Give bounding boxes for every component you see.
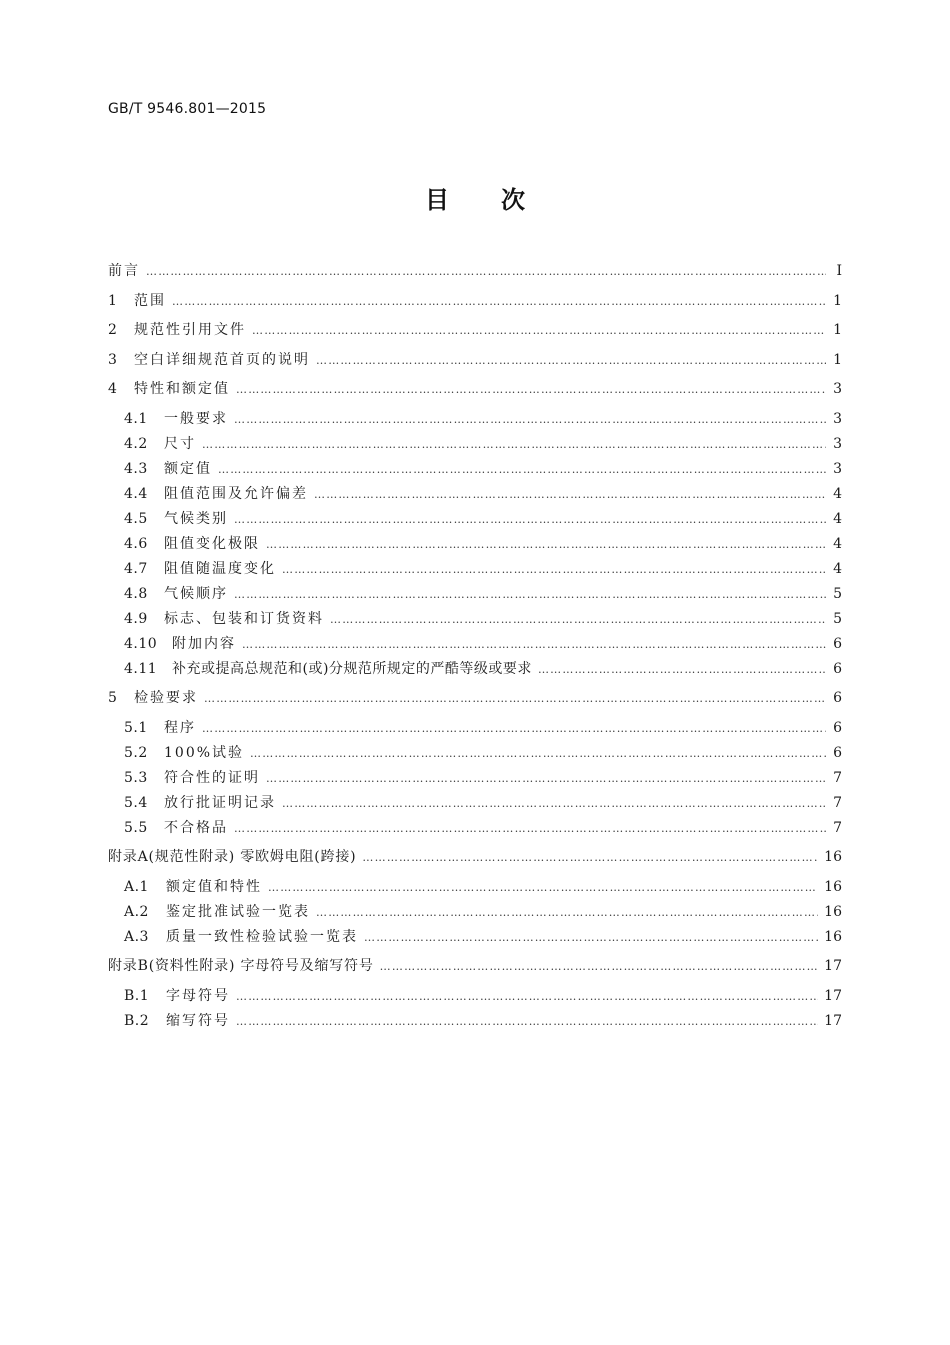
toc-entry-text: 阻值范围及允许偏差 bbox=[164, 486, 308, 502]
toc-entry-section-5-4[interactable] bbox=[124, 794, 842, 812]
toc-entry-number: 4.10 bbox=[124, 636, 158, 652]
toc-entry-text: 额定值 bbox=[164, 461, 212, 477]
toc-entry-number: 5.4 bbox=[124, 795, 148, 811]
toc-entry-text: 气候类别 bbox=[164, 511, 228, 527]
toc-title: 目次 bbox=[425, 186, 577, 214]
toc-entry-number: 4.8 bbox=[124, 586, 148, 602]
toc-entry-text: 鉴定批准试验一览表 bbox=[166, 904, 310, 920]
toc-leader-dots bbox=[316, 904, 818, 922]
toc-page-number: 5 bbox=[833, 586, 842, 602]
toc-entry-number: 5.5 bbox=[124, 820, 148, 836]
toc-leader-dots bbox=[234, 820, 826, 838]
toc-page-number: Ⅰ bbox=[836, 263, 842, 279]
toc-entry-appendix-a[interactable] bbox=[108, 848, 842, 866]
toc-leader-dots bbox=[380, 958, 819, 976]
toc-entry-text: 额定值和特性 bbox=[166, 879, 262, 895]
toc-entry-appendix-a-2[interactable] bbox=[124, 903, 842, 921]
toc-leader-dots bbox=[242, 636, 826, 654]
toc-entry-number: 5.1 bbox=[124, 720, 148, 736]
toc-page-number: 7 bbox=[833, 795, 842, 811]
toc-entry-text: 阻值变化极限 bbox=[164, 536, 260, 552]
toc-entry-number: 3 bbox=[108, 352, 118, 368]
toc-entry-number: 5.2 bbox=[124, 745, 148, 761]
toc-entry-section-4-6[interactable] bbox=[124, 535, 842, 553]
toc-entry-number: 4.3 bbox=[124, 461, 148, 477]
toc-leader-dots bbox=[314, 486, 826, 504]
toc-page-number: 16 bbox=[824, 879, 842, 895]
toc-page-number: 6 bbox=[833, 720, 842, 736]
toc-entry-section-1[interactable] bbox=[108, 292, 842, 310]
toc-page-number: 3 bbox=[833, 381, 842, 397]
toc-page-number: 17 bbox=[824, 988, 842, 1004]
toc-entry-section-4-5[interactable] bbox=[124, 510, 842, 528]
toc-entry-text: 规范性引用文件 bbox=[134, 322, 246, 338]
toc-entry-section-4-4[interactable] bbox=[124, 485, 842, 503]
toc-page-number: 7 bbox=[833, 820, 842, 836]
toc-leader-dots bbox=[538, 661, 826, 679]
toc-leader-dots bbox=[282, 561, 826, 579]
toc-entry-number: 4.1 bbox=[124, 411, 148, 427]
toc-entry-text: 程序 bbox=[164, 720, 196, 736]
toc-entry-text: 字母符号 bbox=[166, 988, 230, 1004]
toc-entry-number: 5.3 bbox=[124, 770, 148, 786]
toc-page-number: 4 bbox=[833, 486, 842, 502]
toc-entry-text: 前言 bbox=[108, 263, 140, 279]
toc-page-number: 1 bbox=[833, 352, 842, 368]
toc-page-number: 3 bbox=[833, 411, 842, 427]
toc-entry-text: 质量一致性检验试验一览表 bbox=[166, 929, 358, 945]
toc-page-number: 3 bbox=[833, 461, 842, 477]
toc-entry-section-4-9[interactable] bbox=[124, 610, 842, 628]
toc-page-number: 17 bbox=[824, 1013, 842, 1029]
toc-entry-number: A.3 bbox=[124, 929, 149, 945]
toc-entry-text: 标志、包装和订货资料 bbox=[164, 611, 324, 627]
toc-entry-appendix-b[interactable] bbox=[108, 957, 842, 975]
toc-entry-number: 4.7 bbox=[124, 561, 148, 577]
toc-leader-dots bbox=[282, 795, 826, 813]
toc-page-number: 4 bbox=[833, 511, 842, 527]
toc-entry-section-4-2[interactable] bbox=[124, 435, 842, 453]
toc-entry-text: 空白详细规范首页的说明 bbox=[134, 352, 310, 368]
toc-entry-text: 缩写符号 bbox=[166, 1013, 230, 1029]
toc-entry-text: 附录A(规范性附录) 零欧姆电阻(跨接) bbox=[108, 849, 357, 865]
toc-entry-section-4-7[interactable] bbox=[124, 560, 842, 578]
toc-entry-number: B.2 bbox=[124, 1013, 150, 1029]
toc-page-number: 6 bbox=[833, 745, 842, 761]
toc-entry-number: 4.5 bbox=[124, 511, 148, 527]
toc-entry-section-5-2[interactable] bbox=[124, 744, 842, 762]
toc-leader-dots bbox=[234, 411, 826, 429]
toc-entry-text: 符合性的证明 bbox=[164, 770, 260, 786]
toc-entry-text: 附录B(资料性附录) 字母符号及缩写符号 bbox=[108, 958, 374, 974]
toc-entry-text: 100%试验 bbox=[164, 745, 245, 761]
toc-entry-section-4[interactable] bbox=[108, 380, 842, 398]
toc-entry-section-4-1[interactable] bbox=[124, 410, 842, 428]
toc-entry-appendix-a-1[interactable] bbox=[124, 878, 842, 896]
toc-entry-number: B.1 bbox=[124, 988, 150, 1004]
toc-leader-dots bbox=[234, 586, 826, 604]
toc-page-number: 3 bbox=[833, 436, 842, 452]
toc-page-number: 17 bbox=[824, 958, 842, 974]
toc-leader-dots bbox=[236, 1013, 818, 1031]
toc-entry-number: 2 bbox=[108, 322, 118, 338]
toc-entry-number: 4.9 bbox=[124, 611, 148, 627]
toc-entry-section-5-3[interactable] bbox=[124, 769, 842, 787]
toc-page-number: 6 bbox=[833, 636, 842, 652]
toc-entry-number: 5 bbox=[108, 690, 118, 706]
toc-leader-dots bbox=[252, 322, 826, 340]
toc-entry-text: 附加内容 bbox=[172, 636, 236, 652]
toc-leader-dots bbox=[202, 720, 826, 738]
toc-page-number: 16 bbox=[824, 849, 842, 865]
toc-entry-text: 一般要求 bbox=[164, 411, 228, 427]
toc-leader-dots bbox=[218, 461, 826, 479]
toc-page-number: 4 bbox=[833, 536, 842, 552]
toc-page-number: 1 bbox=[833, 293, 842, 309]
toc-entry-text: 补充或提高总规范和(或)分规范所规定的严酷等级或要求 bbox=[172, 661, 532, 677]
toc-page-number: 1 bbox=[833, 322, 842, 338]
toc-entry-section-2[interactable] bbox=[108, 321, 842, 339]
toc-leader-dots bbox=[362, 849, 818, 867]
toc-page-number: 5 bbox=[833, 611, 842, 627]
toc-page-number: 6 bbox=[833, 661, 842, 677]
toc-entry-section-4-8[interactable] bbox=[124, 585, 842, 603]
toc-leader-dots bbox=[330, 611, 826, 629]
toc-leader-dots bbox=[236, 988, 818, 1006]
toc-leader-dots bbox=[364, 929, 818, 947]
toc-page-number: 16 bbox=[824, 904, 842, 920]
toc-entry-number: 4.4 bbox=[124, 486, 148, 502]
toc-entry-section-5[interactable] bbox=[108, 689, 842, 707]
toc-leader-dots bbox=[204, 690, 826, 708]
toc-entry-number: 4.11 bbox=[124, 661, 158, 677]
toc-page-number: 6 bbox=[833, 690, 842, 706]
toc-entry-number: 4 bbox=[108, 381, 118, 397]
toc-leader-dots bbox=[268, 879, 818, 897]
toc-leader-dots bbox=[250, 745, 826, 763]
toc-entry-text: 放行批证明记录 bbox=[164, 795, 276, 811]
toc-leader-dots bbox=[266, 770, 826, 788]
toc-leader-dots bbox=[316, 352, 826, 370]
toc-entry-number: 4.6 bbox=[124, 536, 148, 552]
toc-entry-section-5-1[interactable] bbox=[124, 719, 842, 737]
toc-entry-section-4-3[interactable] bbox=[124, 460, 842, 478]
toc-entry-text: 范围 bbox=[134, 293, 166, 309]
toc-entry-appendix-a-3[interactable] bbox=[124, 928, 842, 946]
toc-entry-section-3[interactable] bbox=[108, 351, 842, 369]
toc-page-number: 7 bbox=[833, 770, 842, 786]
toc-entry-text: 不合格品 bbox=[164, 820, 228, 836]
toc-entry-number: 1 bbox=[108, 293, 118, 309]
toc-page-number: 4 bbox=[833, 561, 842, 577]
toc-entry-text: 尺寸 bbox=[164, 436, 196, 452]
toc-entry-appendix-b-1[interactable] bbox=[124, 987, 842, 1005]
toc-entry-foreword[interactable] bbox=[108, 262, 842, 280]
toc-entry-appendix-b-2[interactable] bbox=[124, 1012, 842, 1030]
toc-entry-section-4-10[interactable] bbox=[124, 635, 842, 653]
toc-leader-dots bbox=[236, 381, 826, 399]
toc-entry-text: 阻值随温度变化 bbox=[164, 561, 276, 577]
toc-entry-text: 检验要求 bbox=[134, 690, 198, 706]
toc-entry-section-5-5[interactable] bbox=[124, 819, 842, 837]
toc-leader-dots bbox=[266, 536, 826, 554]
toc-leader-dots bbox=[202, 436, 826, 454]
standard-code-header: GB/T 9546.801—2015 bbox=[108, 101, 267, 117]
toc-page-number: 16 bbox=[824, 929, 842, 945]
toc-leader-dots bbox=[234, 511, 826, 529]
toc-entry-number: A.1 bbox=[124, 879, 149, 895]
toc-entry-section-4-11[interactable] bbox=[124, 660, 842, 678]
toc-entry-text: 特性和额定值 bbox=[134, 381, 230, 397]
toc-entry-number: 4.2 bbox=[124, 436, 148, 452]
toc-entry-number: A.2 bbox=[124, 904, 149, 920]
toc-entry-text: 气候顺序 bbox=[164, 586, 228, 602]
toc-leader-dots bbox=[146, 263, 826, 281]
toc-leader-dots bbox=[172, 293, 826, 311]
